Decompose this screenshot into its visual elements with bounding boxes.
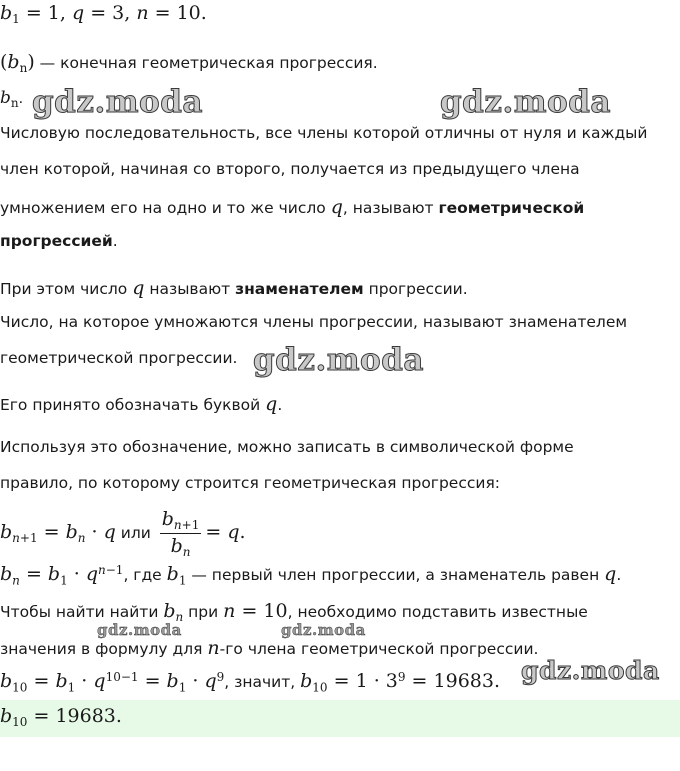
given-line: $b_1 = 1$, q = 3, n = 10. <box>0 2 207 27</box>
recurrence-formula: $b_{n+1} = b_n \cdot q$ или $\frac{b_{n+1}}{b_n}$ = q. <box>0 508 246 560</box>
calculation-line: $b_{10} = b_1 \cdot q^{10-1} = b_1 \cdot q^9$, значит, $b_{10} = 1 \cdot 3^9 = 19683$. <box>0 670 500 695</box>
watermark-logo: gdz.moda <box>281 621 366 639</box>
answer-line: $b_{10} = 19683$. <box>0 705 122 730</box>
symbolic-line-1: Используя это обозначение, можно записать в символической форме <box>0 438 574 456</box>
definition-line-1: Числовую последовательность, все члены которой отличны от нуля и каждый <box>0 124 648 142</box>
recurrence-or: или <box>115 524 156 543</box>
general-term-line: $b_n = b_1 \cdot q^{n-1}$, где $b_1$ — первый член прогрессии, а знаменатель равен q. <box>0 563 622 588</box>
number-sentence-line-1: Число, на которое умножаются члены прогрессии, называют знаменателем <box>0 313 628 331</box>
notation-line: Его принято обозначать буквой q. <box>0 393 283 415</box>
watermark-logo: gdz.moda <box>440 84 611 120</box>
watermark-logo: gdz.moda <box>253 342 424 378</box>
find-line-1: Чтобы найти найти $b_n$ при n = 10, необходимо подставить известные <box>0 600 588 625</box>
watermark-logo: gdz.moda <box>97 621 182 639</box>
symbolic-line-2: правило, по которому строится геометрическая прогрессия: <box>0 474 500 492</box>
number-sentence-line-2: геометрической прогрессии. <box>0 349 238 367</box>
intro-line: $(b_n)$ — конечная геометрическая прогрессия. <box>0 51 378 76</box>
bn-line: $b_n$. <box>0 88 24 111</box>
definition-line-4: прогрессией. <box>0 232 118 250</box>
definition-line-2: член которой, начиная со второго, получается из предыдущего члена <box>0 160 580 178</box>
find-line-2: значения в формулу для n-го члена геометрической прогрессии. <box>0 637 539 659</box>
denominator-line: При этом число q называют знаменателем прогрессии. <box>0 277 468 299</box>
definition-line-3: умножением его на одно и то же число q, называют геометрической <box>0 196 585 218</box>
intro-text: — конечная геометрическая прогрессия. <box>34 54 378 72</box>
watermark-logo: gdz.moda <box>521 656 660 685</box>
watermark-logo: gdz.moda <box>32 84 203 120</box>
recurrence-fraction: $\frac{b_{n+1}}{b_n}$ <box>161 508 200 560</box>
